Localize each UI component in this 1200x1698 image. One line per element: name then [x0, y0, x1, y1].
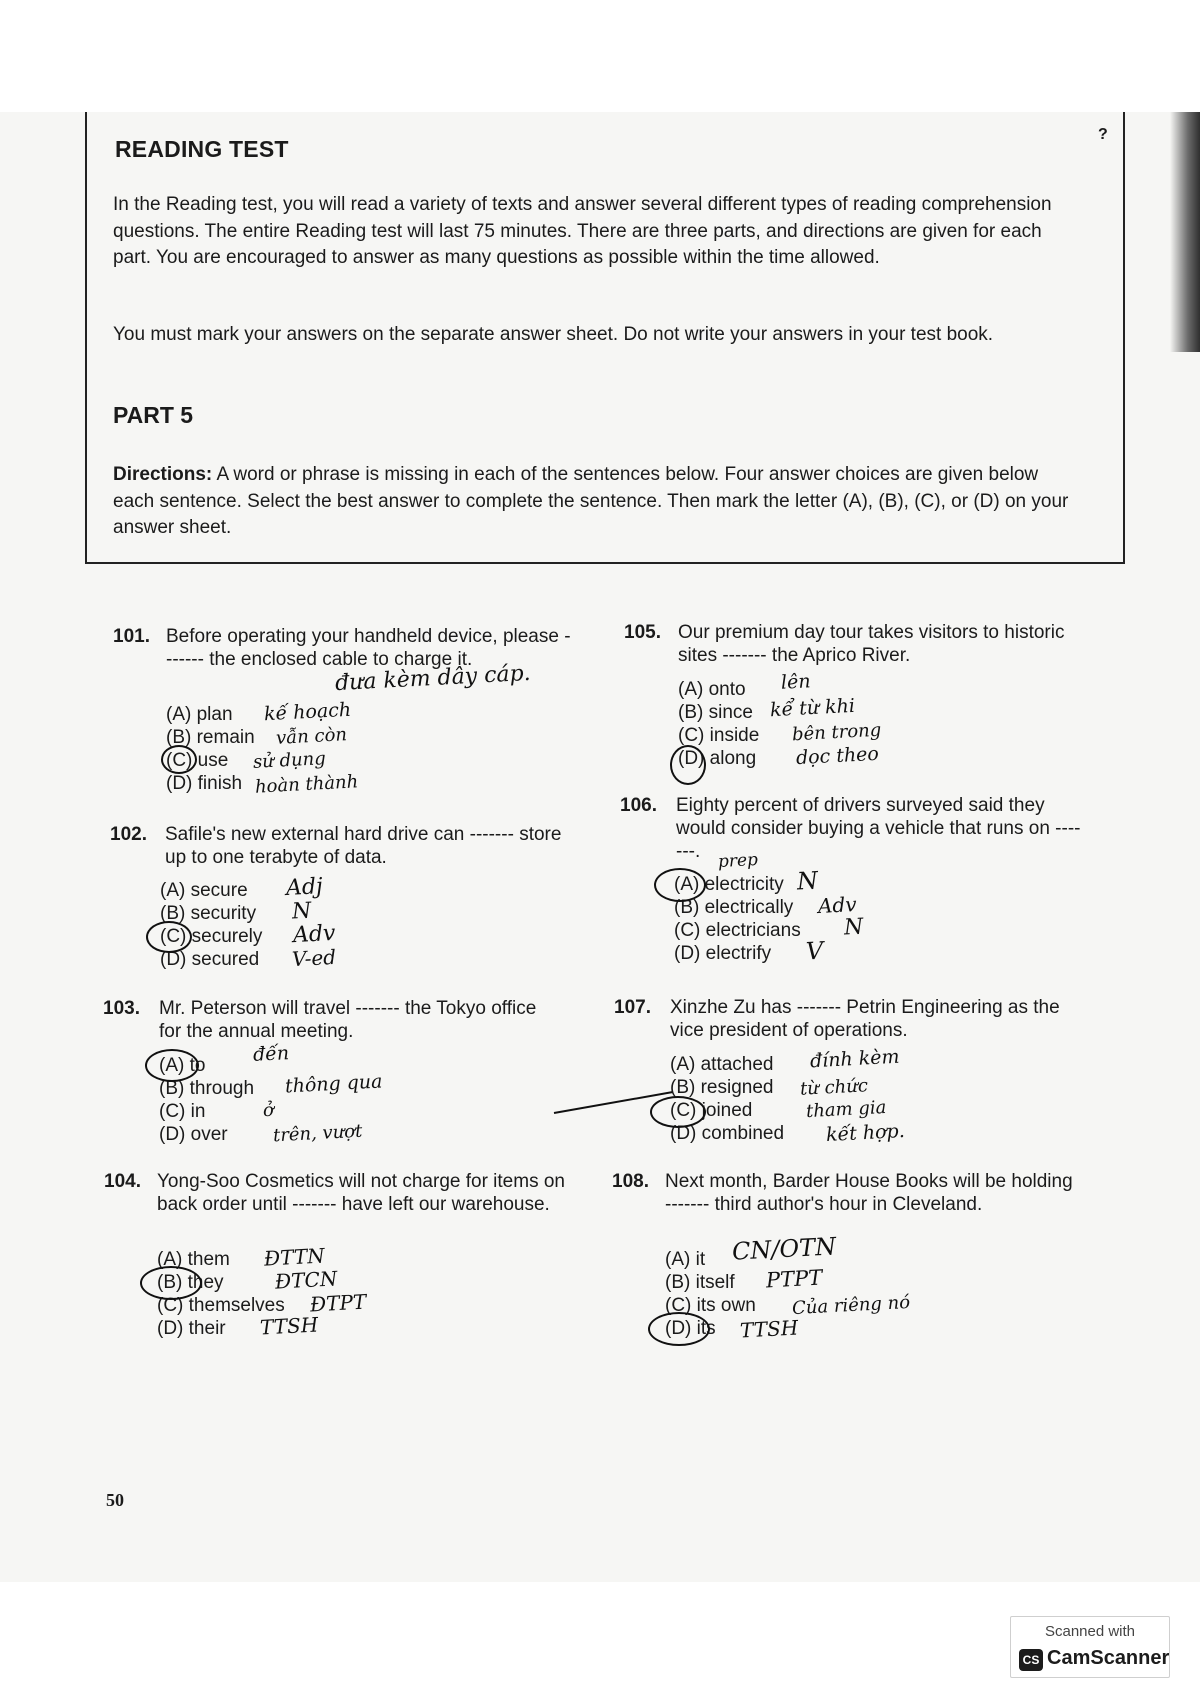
- option-a: (A) secure: [160, 880, 248, 901]
- option-c: (C) electricians: [674, 920, 801, 941]
- handwritten-note-a: kế hoạch: [263, 698, 352, 726]
- handwritten-note-d: hoàn thành: [254, 771, 359, 798]
- handwritten-note-a: đến: [252, 1042, 290, 1066]
- handwritten-note-c: bên trong: [791, 719, 882, 746]
- handwritten-note-c: Của riêng nó: [791, 1291, 911, 1320]
- part5-directions: [113, 462, 1073, 542]
- handwritten-note-c: ở: [262, 1099, 275, 1122]
- answer-circle: [140, 1266, 202, 1300]
- question-stem: Safile's new external hard drive can ------- store up to one terabyte of data.: [165, 824, 562, 868]
- option-c: (C) joined: [670, 1100, 753, 1121]
- question-number: 101.: [113, 626, 150, 647]
- question-stem: Yong-Soo Cosmetics will not charge for items on back order until ------- have left our warehouse.: [157, 1171, 565, 1215]
- intro-paragraph: In the Reading test, you will read a variety of texts and answer several different types of reading comprehension questions. The entire Reading test will last 75 minutes. There are three parts, and directions are given for each part. You are encouraged to answer as many questions as possible within the time allowed.: [113, 194, 1052, 268]
- option-b: (B) electrically: [674, 897, 794, 918]
- corner-mark: ?: [1098, 126, 1108, 143]
- handwritten-note-c: sử dụng: [252, 748, 327, 773]
- handwritten-note-a: N: [796, 866, 819, 896]
- answer-circle: [161, 745, 197, 774]
- answer-sheet-note: You must mark your answers on the separate answer sheet. Do not write your answers in your test book.: [113, 324, 994, 345]
- option-a: (A) electricity: [674, 874, 784, 895]
- handwritten-note-c: ĐTPT: [309, 1289, 367, 1317]
- handwritten-note-a: đính kèm: [809, 1045, 901, 1073]
- handwritten-note-a: lên: [780, 670, 812, 694]
- option-a: (A) it: [665, 1249, 706, 1270]
- question-number: 108.: [612, 1171, 649, 1192]
- option-d: (D) over: [159, 1124, 228, 1145]
- handwritten-note-b: vẫn còn: [275, 724, 348, 749]
- option-a: (A) them: [157, 1249, 230, 1270]
- question-stem: Before operating your handheld device, please ------- the enclosed cable to charge it.: [166, 626, 571, 670]
- handwritten-note-b: kể từ khi: [769, 694, 856, 722]
- handwritten-note-a: CN/OTN: [731, 1232, 837, 1266]
- directions-label: Directions:: [113, 464, 213, 485]
- option-a: (A) attached: [670, 1054, 774, 1075]
- option-d: (D) finish: [166, 773, 243, 794]
- question-number: 104.: [104, 1171, 141, 1192]
- handwritten-note-b: ĐTCN: [274, 1266, 338, 1294]
- handwritten-note-b: thông qua: [284, 1070, 383, 1098]
- handwritten-note-a: Adj: [285, 874, 324, 901]
- answer-circle: [648, 1312, 710, 1346]
- handwritten-stem-note: đưa kèm dây cáp.: [334, 660, 532, 697]
- handwritten-note-d: kết hợp.: [825, 1119, 906, 1147]
- watermark-brand: CamScanner: [1047, 1647, 1170, 1669]
- handwritten-note-d: TTSH: [739, 1315, 799, 1343]
- question-stem: Eighty percent of drivers surveyed said they would consider buying a vehicle that runs on -------.: [676, 795, 1081, 862]
- option-c: (C) themselves: [157, 1295, 285, 1316]
- option-a: (A) to: [159, 1055, 206, 1076]
- handwritten-note-b: N: [291, 898, 312, 925]
- handwritten-note-d: V: [805, 936, 825, 966]
- option-c: (C) in: [159, 1101, 206, 1122]
- handwritten-note-a: ĐTTN: [263, 1243, 326, 1271]
- option-b: (B) since: [678, 702, 753, 723]
- answer-circle: [650, 1096, 706, 1128]
- option-d: (D) electrify: [674, 943, 772, 964]
- option-b: (B) security: [160, 903, 257, 924]
- handwritten-note-d: TTSH: [259, 1312, 319, 1340]
- handwritten-note-c: N: [843, 914, 864, 941]
- handwritten-note-d: dọc theo: [795, 742, 880, 770]
- answer-circle: [146, 921, 192, 953]
- option-c: (C) its own: [665, 1295, 756, 1316]
- question-stem: Next month, Barder House Books will be holding ------- third author's hour in Cleveland.: [665, 1171, 1073, 1215]
- answer-circle: [670, 745, 706, 785]
- question-number: 105.: [624, 622, 661, 643]
- option-b: (B) they: [157, 1272, 224, 1293]
- handwritten-stem-note: prep: [717, 849, 759, 873]
- option-a: (A) plan: [166, 704, 233, 725]
- handwritten-note-b: PTPT: [765, 1265, 823, 1293]
- option-d: (D) along: [678, 748, 757, 769]
- question-number: 106.: [620, 795, 657, 816]
- camscanner-logo-icon: CS: [1019, 1649, 1043, 1671]
- question-number: 103.: [103, 998, 140, 1019]
- option-b: (B) resigned: [670, 1077, 774, 1098]
- option-c: (C) securely: [160, 926, 263, 947]
- option-b: (B) through: [159, 1078, 255, 1099]
- handwritten-note-d: trên, vượt: [272, 1120, 363, 1147]
- question-number: 102.: [110, 824, 147, 845]
- question-stem: Our premium day tour takes visitors to historic sites ------- the Aprico River.: [678, 622, 1065, 666]
- answer-circle: [654, 868, 706, 902]
- option-b: (B) itself: [665, 1272, 735, 1293]
- page-number: 50: [106, 1490, 124, 1510]
- camscanner-watermark: [1010, 1616, 1170, 1678]
- page-edge-shadow: [1170, 112, 1200, 352]
- option-a: (A) onto: [678, 679, 746, 700]
- question-stem: Xinzhe Zu has ------- Petrin Engineering as the vice president of operations.: [670, 997, 1060, 1041]
- option-d: (D) secured: [160, 949, 260, 970]
- handwritten-note-c: tham gia: [805, 1096, 887, 1123]
- watermark-caption: Scanned with: [1044, 1623, 1136, 1640]
- part5-title: PART 5: [113, 402, 194, 428]
- question-number: 107.: [614, 997, 651, 1018]
- option-d: (D) their: [157, 1318, 226, 1339]
- handwritten-note-b: từ chức: [799, 1075, 869, 1100]
- option-d: (D) its: [665, 1318, 716, 1339]
- directions-text: A word or phrase is missing in each of the sentences below. Four answer choices are given below each sentence. Select the best answer to complete the sentence. Then mark the letter (A), (B), (C), or (D) on your answer sheet.: [113, 464, 1069, 538]
- handwritten-note-b: Adv: [817, 892, 858, 918]
- option-d: (D) combined: [670, 1123, 785, 1144]
- option-c: (C) use: [166, 750, 229, 771]
- handwritten-note-c: Adv: [292, 920, 337, 949]
- reading-test-title: READING TEST: [115, 136, 289, 162]
- handwritten-note-d: V-ed: [291, 944, 337, 972]
- option-b: (B) remain: [166, 727, 255, 748]
- answer-circle: [145, 1049, 199, 1082]
- option-c: (C) inside: [678, 725, 760, 746]
- question-stem: Mr. Peterson will travel ------- the Tokyo office for the annual meeting.: [159, 998, 537, 1042]
